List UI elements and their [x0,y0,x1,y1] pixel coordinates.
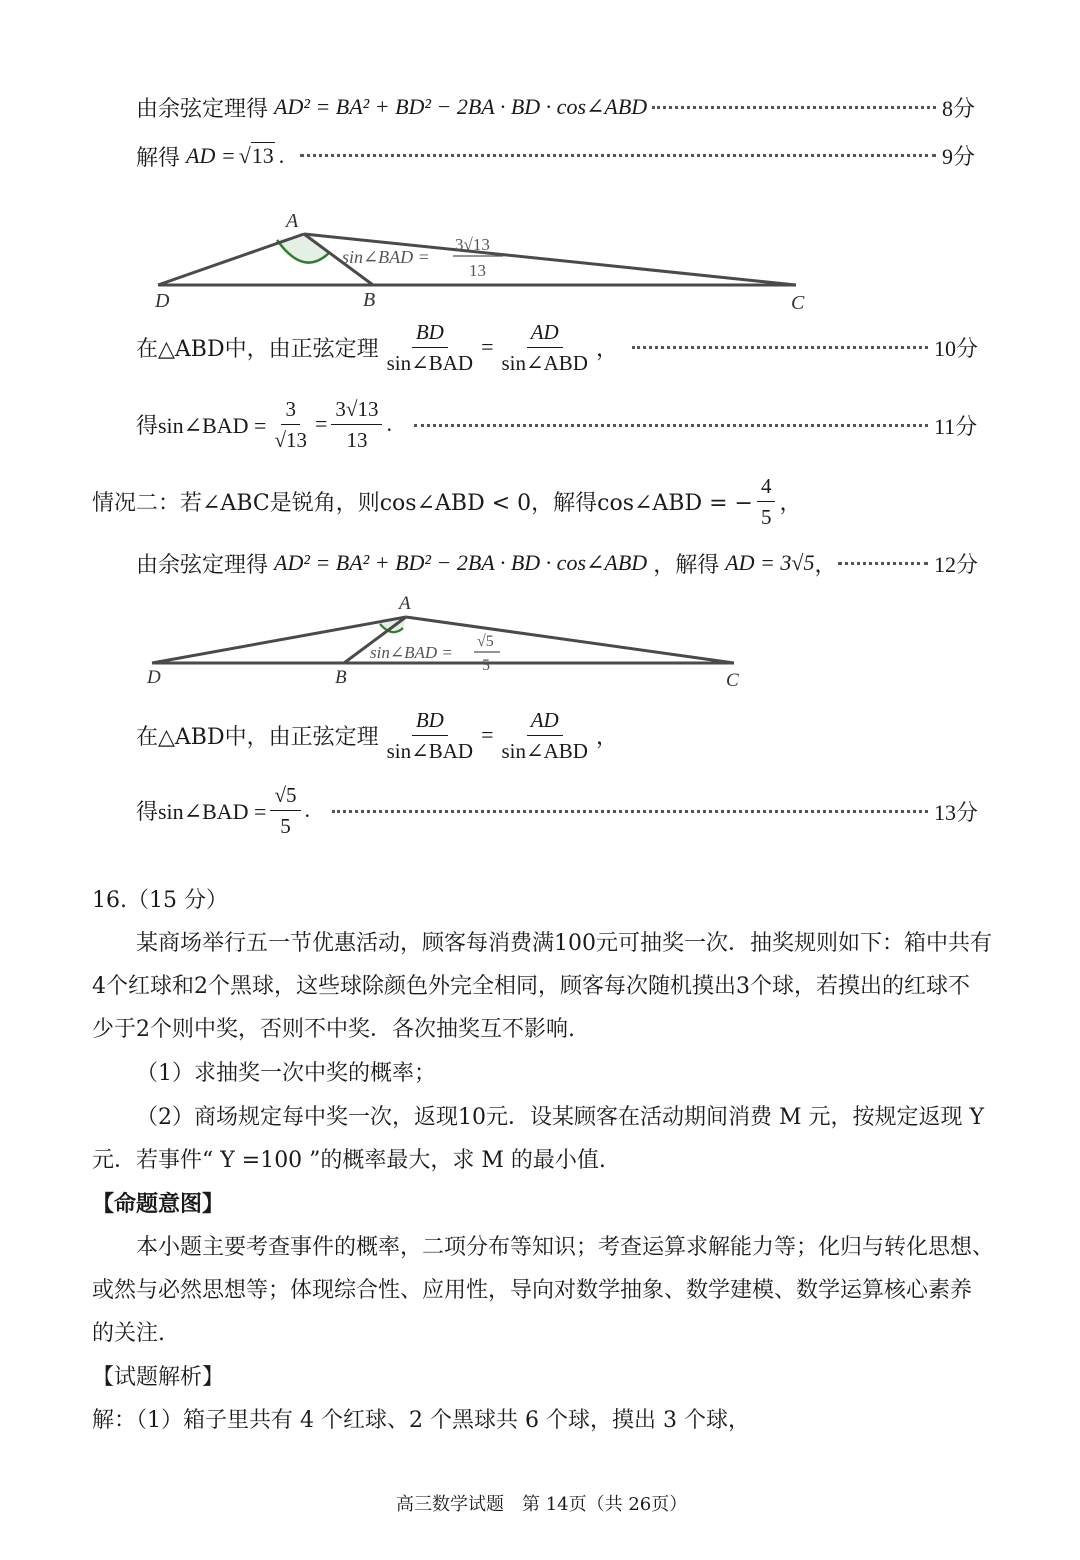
period: . [278,143,285,168]
vertex-c-label: C [726,670,739,691]
intent-heading: 【命题意图】 [92,1191,225,1217]
leader-dots [632,346,928,349]
segment-da [158,234,304,285]
vertex-a-label: A [286,210,299,232]
sine-law-line-1: 在△ABD中，由正弦定理 $\frac{BD}{\text{sin∠BAD}}$ = $\frac{AD}{\text{sin∠ABD}}$ ， [136,319,618,375]
fraction: $\frac{4}{5}$ [757,473,776,530]
fraction: $\frac{3√13}{13}$ [331,396,382,453]
page-footer: 高三数学试题 第 14页（共 26页） [396,1494,688,1515]
sin-label: sin∠BAD = [342,247,430,267]
cosine-formula: AD² = BA² + BD² − 2BA · BD · cos∠ABD [274,550,648,575]
fraction: $\frac{BD}{\text{sin∠BAD}}$ [386,707,474,763]
sin-frac-num: √5 [477,633,494,650]
leader-dots [838,562,928,565]
result-line-1: 得sin∠BAD = $\frac{3}{√13}$ = $\frac{3√13}{13}$ . [136,396,392,452]
sqrt-expression: √13 [238,143,274,168]
line-prefix: 在△ABD中，由正弦定理 [136,724,379,750]
question-1: （1）求抽奖一次中奖的概率； [136,1061,436,1086]
score-label: 8分 [942,96,976,121]
problem-header: 16.（15 分） [92,888,228,913]
line-prefix: 由余弦定理得 [136,96,269,122]
score-label: 10分 [934,336,979,361]
cosine-law-line-2: 由余弦定理得 AD² = BA² + BD² − 2BA · BD · cos∠ABD ，解得 AD = 3√5 ， [136,548,836,578]
leader-dots [652,106,936,109]
problem-stem-line: 少于2个则中奖，否则不中奖．各次抽奖互不影响. [92,1017,575,1042]
cosine-formula: AD² = BA² + BD² − 2BA · BD · cos∠ABD [274,94,648,119]
vertex-d-label: D [155,290,170,312]
result-line-2: 得sin∠BAD = $\frac{√5}{5}$ . [136,782,310,838]
fraction: $\frac{√5}{5}$ [270,782,300,839]
case-two-intro: 情况二：若∠ABC是锐角，则cos∠ABD < 0，解得cos∠ABD = − $\frac{4}{5}$ ， [92,473,802,529]
vertex-c-label: C [791,292,805,314]
sin-frac-den: 13 [469,261,486,280]
triangle-diagram-2 [140,590,750,700]
solution-line: 解：（1）箱子里共有 4 个红球、2 个黑球共 6 个球，摸出 3 个球， [92,1408,750,1433]
ad-result: AD = 3√5 [725,550,815,575]
fraction: $\frac{AD}{\text{sin∠ABD}}$ [501,707,588,763]
question-2-line: （2）商场规定每中奖一次，返现10元．设某顾客在活动期间消费 M 元，按规定返现 Y [136,1105,985,1130]
triangle-diagram-1 [140,200,830,320]
sin-label: sin∠BAD = [370,643,453,662]
intro-text: 情况二：若∠ABC是锐角，则cos∠ABD < 0，解得cos∠ABD = − [92,490,753,516]
sin-frac-den: 5 [482,657,490,674]
segment-ac [406,617,734,663]
intent-line: 的关注. [92,1321,165,1346]
sin-frac-num: 3√13 [455,235,490,254]
intent-line: 或然与必然思想等；体现综合性、应用性，导向对数学抽象、数学建模、数学运算核心素养 [92,1278,973,1303]
ad-formula: AD = [186,143,236,168]
vertex-a-label: A [399,593,411,614]
leader-dots [414,424,928,427]
vertex-b-label: B [335,667,347,688]
problem-stem-line: 某商场举行五一节优惠活动，顾客每消费满100元可抽奖一次．抽奖规则如下：箱中共有 [136,931,992,956]
line-prefix: 得sin∠BAD = [136,412,267,438]
cosine-law-line-1 [136,92,647,122]
solve-line-1 [136,140,284,172]
fraction: $\frac{BD}{\text{sin∠BAD}}$ [386,319,474,375]
score-label: 11分 [934,414,978,439]
vertex-b-label: B [363,289,376,311]
fraction: $\frac{AD}{\text{sin∠ABD}}$ [501,319,588,375]
line-prefix: 得sin∠BAD = [136,798,267,824]
score-label: 12分 [934,552,979,577]
score-label: 13分 [934,800,979,825]
fraction: $\frac{3}{√13}$ [274,396,307,452]
line-prefix: 由余弦定理得 [136,552,269,578]
line-prefix: 解得 [136,145,181,171]
vertex-d-label: D [147,667,161,688]
question-2-line: 元．若事件“ Y =100 ”的概率最大，求 M 的最小值. [92,1148,606,1173]
leader-dots [300,154,936,157]
segment-da [152,617,406,663]
leader-dots [332,810,928,813]
score-label: 9分 [942,144,976,169]
intent-line: 本小题主要考查事件的概率，二项分布等知识；考查运算求解能力等；化归与转化思想、 [136,1235,995,1260]
sine-law-line-2: 在△ABD中，由正弦定理 $\frac{BD}{\text{sin∠BAD}}$ = $\frac{AD}{\text{sin∠ABD}}$ ， [136,707,618,763]
problem-stem-line: 4个红球和2个黑球，这些球除颜色外完全相同，顾客每次随机摸出3个球，若摸出的红球不 [92,974,970,999]
analysis-heading: 【试题解析】 [92,1365,225,1390]
line-prefix: 在△ABD中，由正弦定理 [136,336,379,362]
